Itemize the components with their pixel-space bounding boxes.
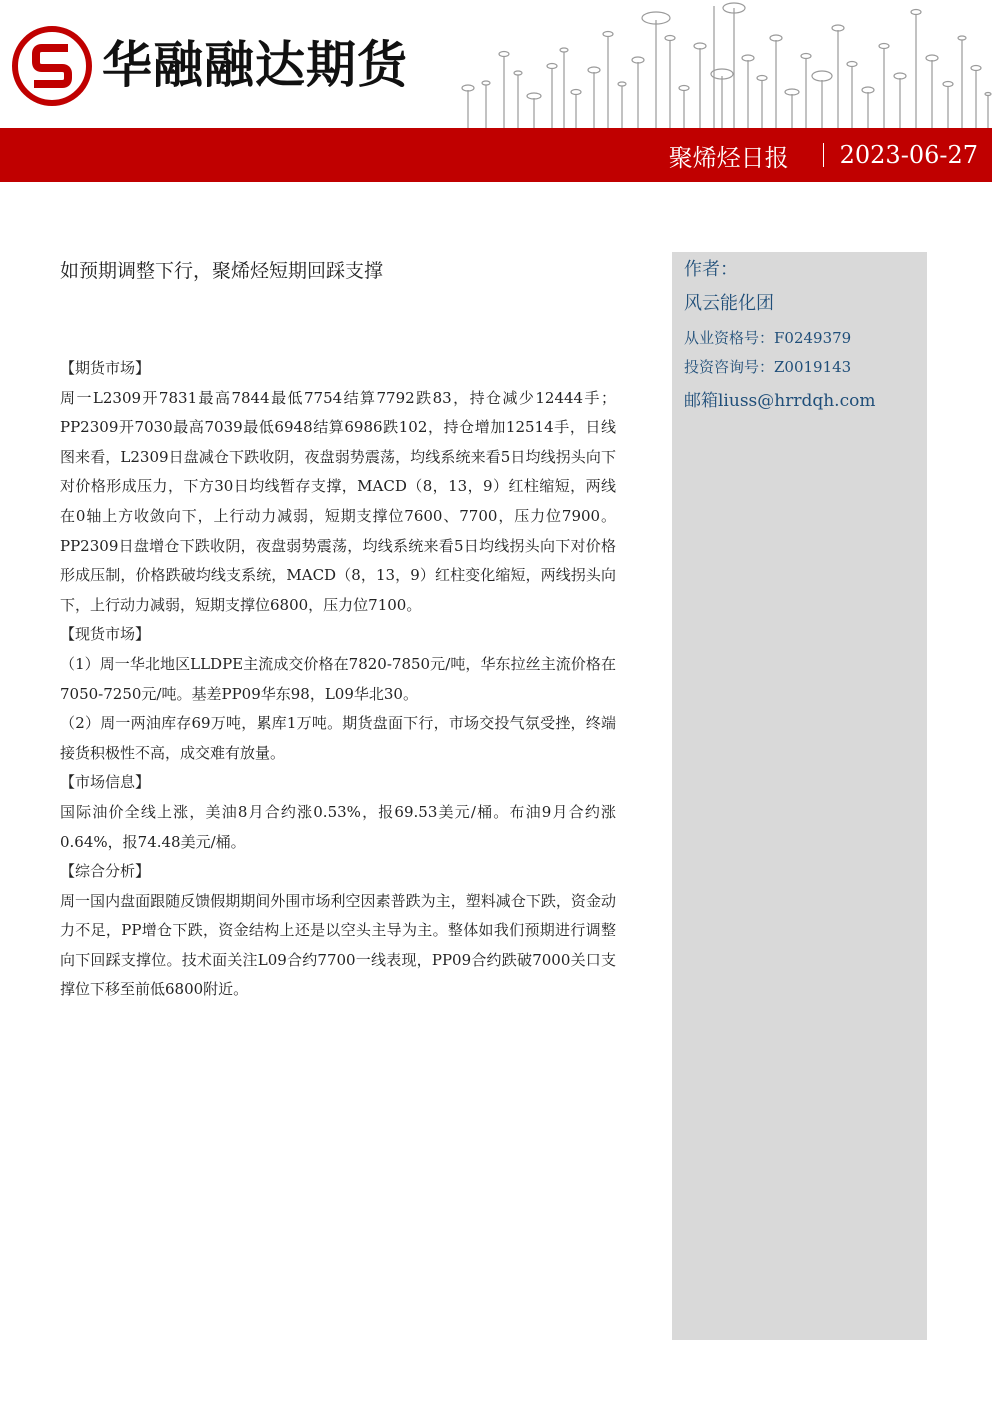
section-paragraph: 周一国内盘面跟随反馈假期期间外围市场利空因素普跌为主，塑料减仓下跌，资金动力不足，PP增仓下跌，资金结构上还是以空头主导为主。整体如我们预期进行调整向下回踩支撑位。技术面关注L09合约7700一线表现，PP09合约跌破7000关口支撑位下移至前低6800附近。 [60, 891, 616, 999]
section-paragraph: （1）周一华北地区LLDPE主流成交价格在7820-7850元/吨，华东拉丝主流价格在7050-7250元/吨。基差PP09华东98，L09华北30。 [60, 654, 616, 703]
author-email: 邮箱liuss@hrrdqh.com [684, 391, 876, 411]
author-sidebar [672, 252, 927, 1340]
report-title: 如预期调整下行，聚烯烃短期回踩支撑 [60, 260, 384, 282]
report-type: 聚烯烃日报 [668, 143, 789, 172]
qualification-number: 从业资格号：F0249379 [684, 329, 852, 347]
section-paragraph: 周一L2309开7831最高7844最低7754结算7792跌83，持仓减少12444手；PP2309开7030最高7039最低6948结算6986跌102，持仓增加12514手，日线图来看，L2309日盘减仓下跌收阴，夜盘弱势震荡，均线系统来看5日均线拐头向下对价格形成压力，下方30日均线暂存支撑，MACD（8，13，9）红柱缩短，两线在0轴上方收敛向下，上行动力减弱，短期支撑位7600、7700，压力位7900。PP2309日盘增仓下跌收阴，夜盘弱势震荡，均线系统来看5日均线拐头向下对价格形成压制，价格跌破均线支系统，MACD（8，13，9）红柱变化缩短，两线拐头向下，上行动力减弱，短期支撑位6800，压力位7100。 [60, 388, 616, 614]
decorative-pin-graphic [456, 0, 992, 128]
author-label: 作者： [684, 259, 738, 280]
section-futures-market [60, 354, 616, 620]
section-paragraph: （2）周一两油库存69万吨，累库1万吨。期货盘面下行，市场交投气氛受挫，终端接货积极性不高，成交难有放量。 [60, 714, 616, 762]
company-name: 华融融达期货 [102, 36, 408, 94]
section-heading: 【市场信息】 [60, 773, 151, 792]
section-heading: 【期货市场】 [60, 359, 151, 377]
section-market-info [60, 768, 616, 857]
section-spot-market [60, 620, 616, 768]
author-team: 风云能化团 [684, 293, 774, 314]
section-heading: 【综合分析】 [60, 862, 151, 881]
section-paragraph: 国际油价全线上涨，美油8月合约涨0.53%，报69.53美元/桶。布油9月合约涨0.64%，报74.48美元/桶。 [60, 802, 616, 851]
header-separator [823, 143, 824, 167]
consulting-number: 投资咨询号：Z0019143 [684, 358, 852, 376]
section-heading: 【现货市场】 [60, 625, 151, 644]
report-header [0, 0, 992, 182]
company-logo-icon [12, 26, 92, 106]
report-date: 2023-06-27 [839, 141, 978, 169]
report-body [60, 252, 616, 1005]
section-analysis [60, 857, 616, 1005]
header-band-text [669, 128, 978, 182]
